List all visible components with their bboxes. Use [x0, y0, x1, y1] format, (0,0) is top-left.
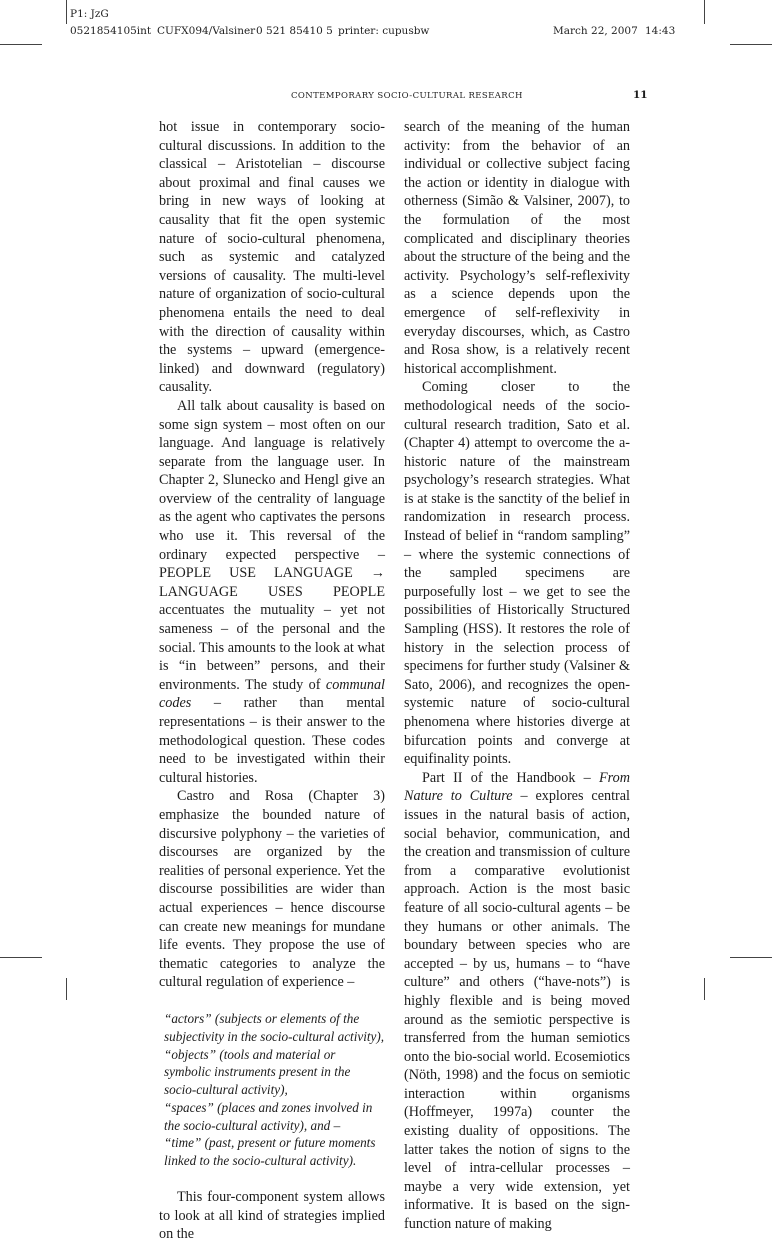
- crop-mark: [730, 957, 772, 958]
- right-column: [404, 118, 630, 1234]
- emphasis-part-title: From Nature to Culture: [404, 769, 630, 805]
- paragraph: [159, 397, 385, 787]
- emphasis-communal-codes: communal codes: [159, 676, 385, 712]
- slug-series: CUFX094/Valsiner: [157, 25, 256, 37]
- paragraph-text: – explores central issues in the natural basis of action, social behavior, communication, and the creation and transmission of culture from a comparative evolutionist approach. Action is the most basic feature of all socio-cultural agents – be they humans or other animals. The boundary between species who are accepted – by us, humans – to “have culture” and others (“have-nots”) is highly flexible and is being moved around as the semiotic perspective is transferred from the human semiotics onto the bio-social world. Ecosemiotics (Nöth, 1998) and the focus on semiotic interaction within organisms (Hoffmeyer, 1997a) counter the existing duality of oppositions. The latter takes the notion of signs to the level of intra-cellular processes – maybe a very wide extension, yet informative. It is based on the sign-function nature of making: [404, 788, 630, 1233]
- paragraph-text: Part II of the Handbook –: [422, 769, 599, 786]
- extract-item: “time” (past, present or future moments linked to the socio-cultural activity).: [164, 1135, 376, 1169]
- crop-mark: [730, 44, 772, 45]
- crop-mark: [0, 957, 42, 958]
- slug-time: 14:43: [645, 25, 676, 37]
- paragraph-text: All talk about causality is based on some sign system – most often on our language. And language is relatively separate from the language user. In Chapter 2, Slunecko and Hengl give an overview of the centrality of language as the agent who captivates the persons who use it. This reversal of the ordinary expected perspective – PEOPLE USE LANGUAGE → LANGUAGE USES PEOPLE accentuates the mutuality – yet not sameness – of the personal and the social. This amounts to the look at what is “in between” persons, and their environments. The study of: [159, 397, 385, 693]
- crop-mark: [66, 978, 67, 1000]
- paragraph-text: – rather than mental representations – is their answer to the methodological question. These codes need to be investigated within their cultural histories.: [159, 695, 385, 786]
- crop-mark: [0, 44, 42, 45]
- paragraph: [404, 769, 630, 1234]
- crop-mark: [66, 0, 67, 24]
- paragraph: search of the meaning of the human activity: from the behavior of an individual or collective subject facing the action or identity in dialogue with otherness (Simão & Valsiner, 2007), to the formulation of the most complicated and disciplinary theories about the structure of the being and the activity. Psychology’s self-reflexivity as a science depends upon the emergence of self-reflexivity in everyday discourses, which, as Castro and Rosa show, is a relatively recent historical accomplishment.: [404, 119, 630, 377]
- extract-list: [164, 1010, 385, 1170]
- slug-date: March 22, 2007: [553, 25, 638, 37]
- slug-isbn-code: 0521854105int: [70, 25, 152, 37]
- crop-mark: [704, 0, 705, 24]
- extract-item: “actors” (subjects or elements of the subjectivity in the socio-cultural activity),: [164, 1010, 385, 1044]
- paragraph: Castro and Rosa (Chapter 3) emphasize the bounded nature of discursive polyphony – the varieties of discourses are organized by the realities of personal experience. Yet the discourse possibilities are wider than actual experiences – hence discourse can create new meanings for mundane life events. They propose the use of thematic categories to analyze the cultural regulation of experience –: [159, 788, 385, 991]
- paragraph: Coming closer to the methodological needs of the socio-cultural research tradition, Sato et al. (Chapter 4) attempt to overcome the a-historic nature of the mainstream psychology’s research strategies. What is at stake is the sanctity of the belief in randomization in research process. Instead of belief in “random sampling” – where the systemic connections of the sampled specimens are purposefully lost – we get to see the possibilities of Historically Structured Sampling (HSS). It restores the role of history in the selection process of specimens for further study (Valsiner & Sato, 2006), and recognizes the open-systemic nature of socio-cultural phenomena where histories diverge at bifurcation points and converge at equifinality points.: [404, 379, 630, 768]
- extract-item: “spaces” (places and zones involved in the socio-cultural activity), and –: [164, 1099, 373, 1133]
- paragraph: This four-component system allows to look at all kind of strategies implied on the: [159, 1189, 385, 1243]
- left-column: [159, 118, 385, 1244]
- slug-line-1: P1: JzG: [70, 8, 109, 20]
- running-head: CONTEMPORARY SOCIO-CULTURAL RESEARCH: [291, 91, 523, 101]
- crop-mark: [704, 978, 705, 1000]
- slug-printer: printer: cupusbw: [338, 25, 430, 37]
- paragraph: hot issue in contemporary socio-cultural discussions. In addition to the classical – Aristotelian – discourse about proximal and final causes we bring in new ways of looking at causality that fit the open systemic nature of socio-cultural phenomena, such as systemic and catalyzed versions of causality. The multi-level nature of organization of socio-cultural phenomena entails the need to deal with the direction of causality within the systems – upward (emergence-linked) and downward (regulatory) causality.: [159, 119, 385, 396]
- slug-isbn: 0 521 85410 5: [256, 25, 333, 37]
- page-number: 11: [633, 89, 648, 101]
- extract-item: “objects” (tools and material or symbolic instruments present in the socio-cultural activity),: [164, 1046, 351, 1098]
